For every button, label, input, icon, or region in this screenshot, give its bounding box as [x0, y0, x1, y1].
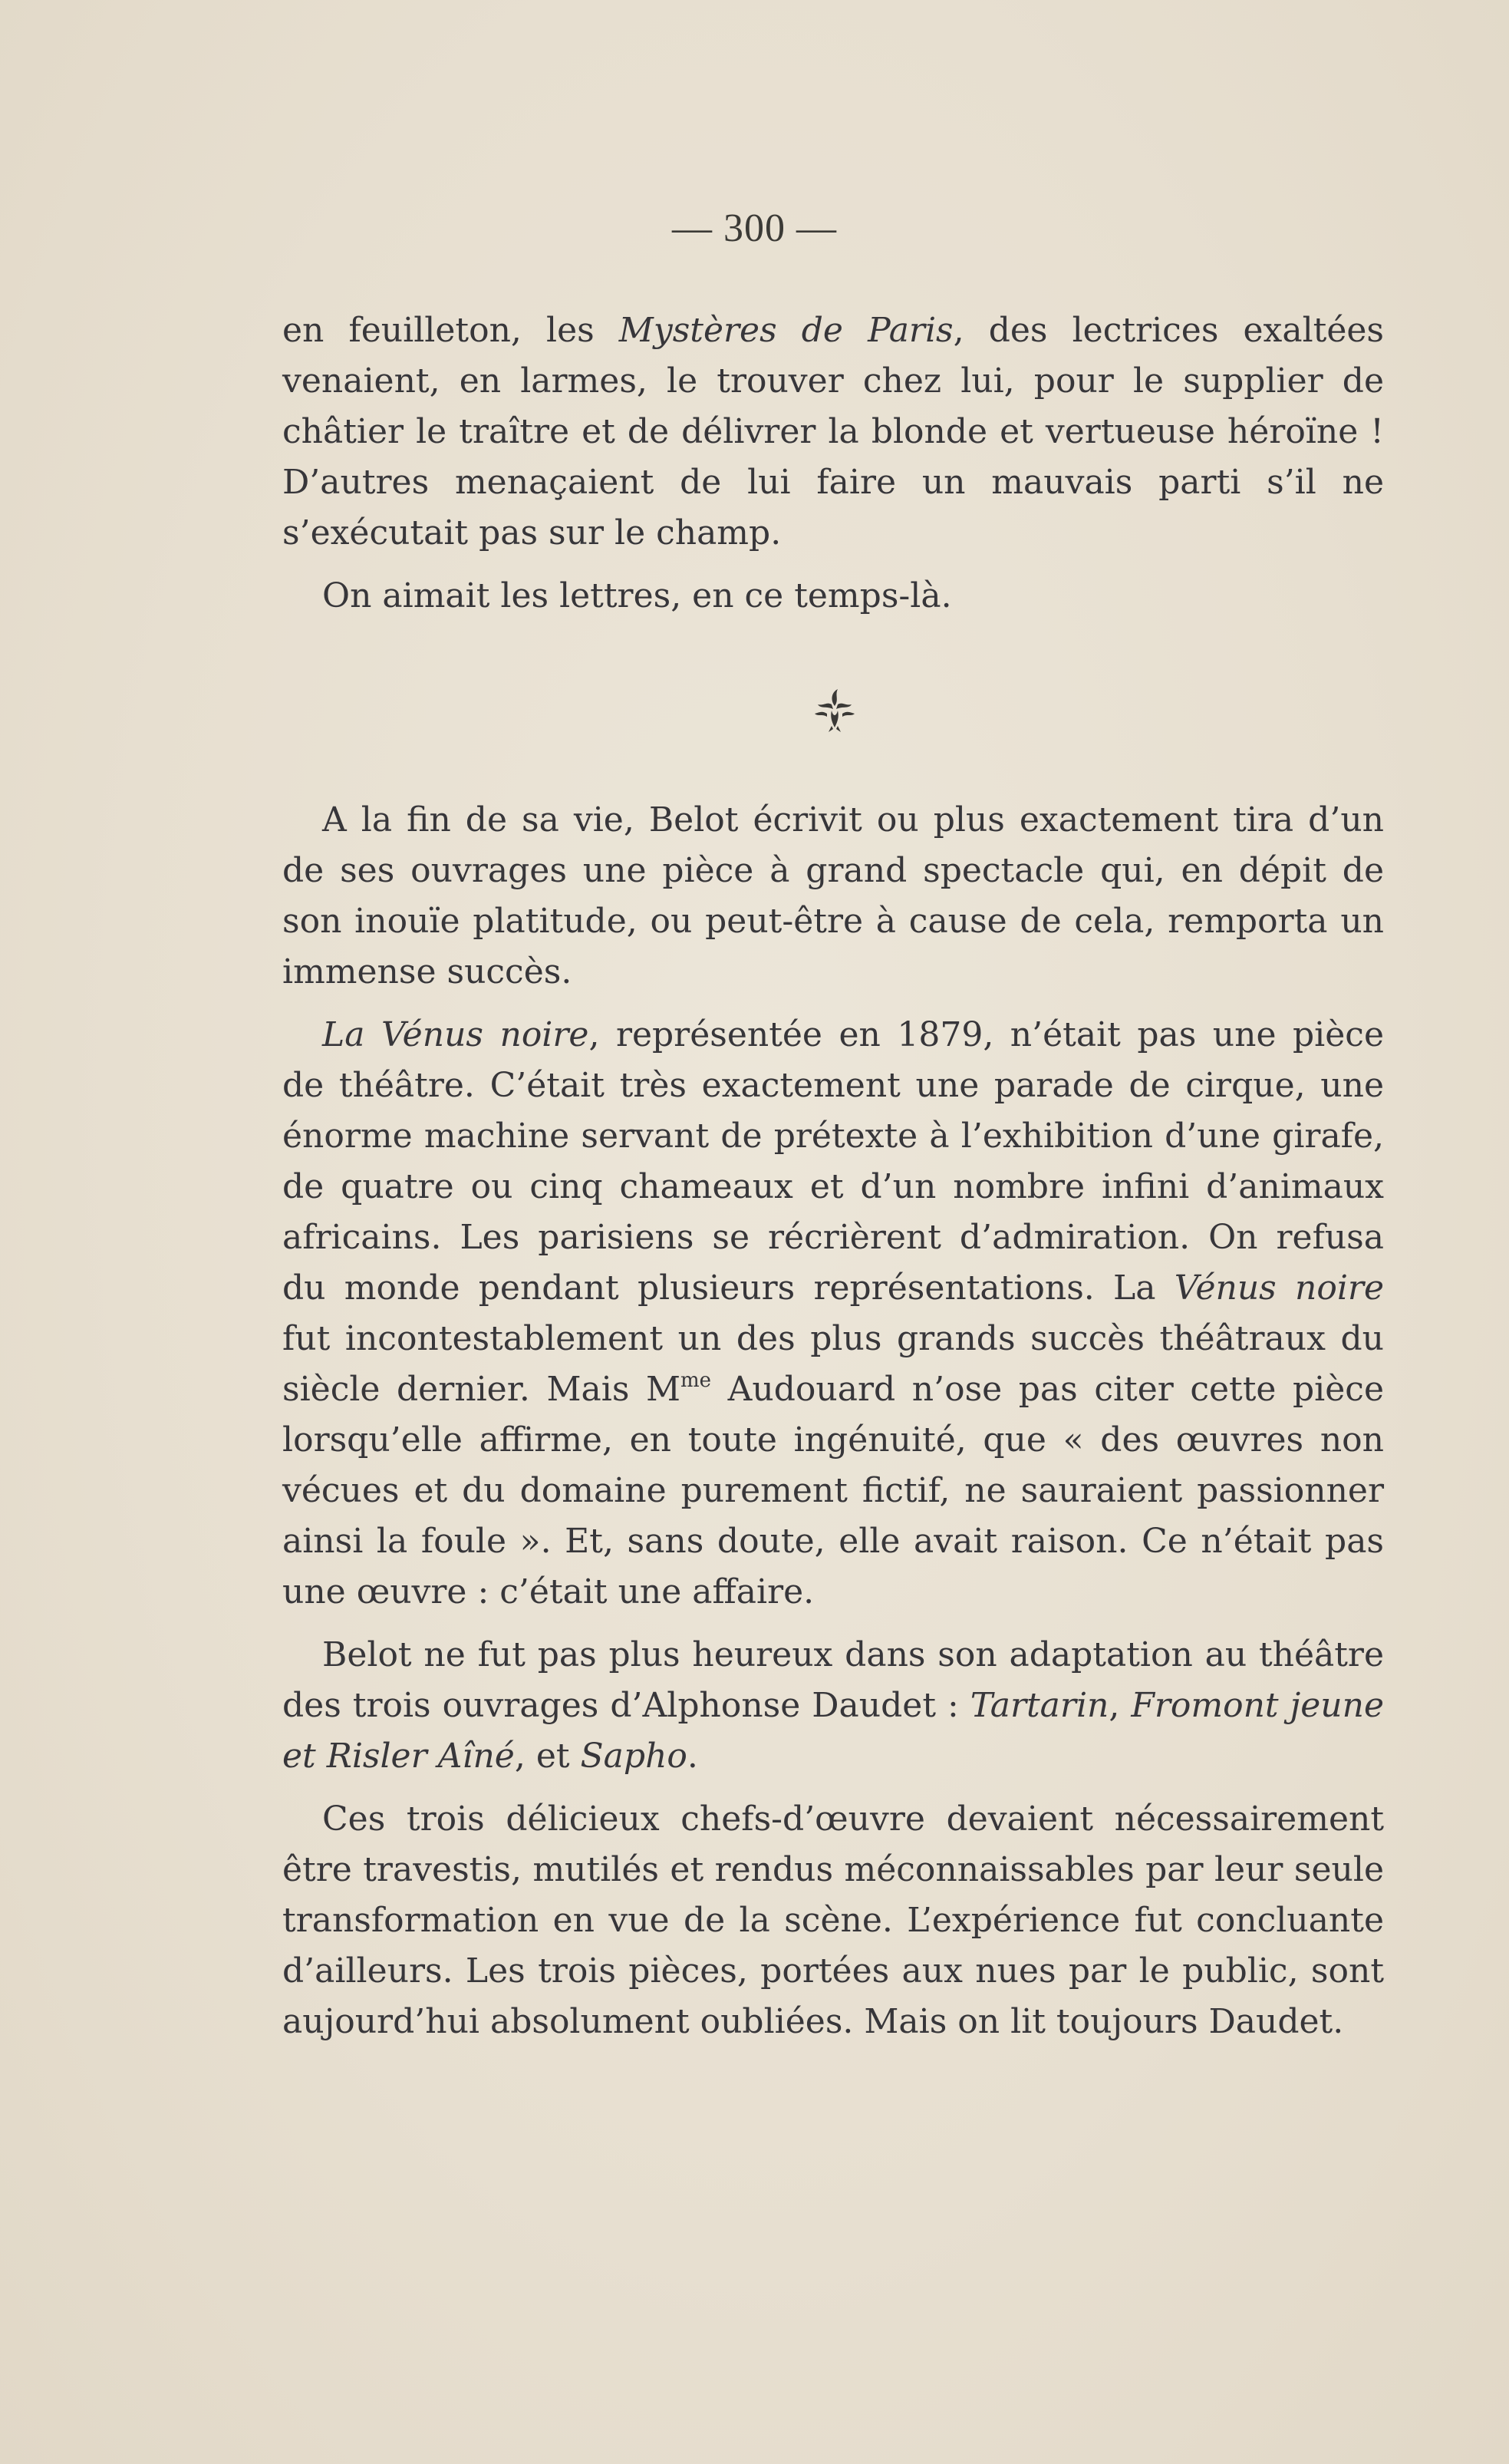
paragraph	[282, 1630, 1384, 1782]
paragraph: Ces trois délicieux chefs-d’œuvre devaient nécessairement être travestis, mutilés et rendus méconnaissables par leur seule transformation en vue de la scène. L’expérience fut concluante d’ailleurs. Les trois pièces, portées aux nues par le public, sont aujourd’hui absolument oubliées. Mais on lit toujours Daudet.	[282, 1799, 1384, 2041]
page-number: — 300 —	[672, 206, 837, 250]
text-run: fut incontestablement un des plus grands succès théâtraux du siècle dernier. Mais M	[282, 1319, 1384, 1409]
italic-title: Sapho	[580, 1737, 687, 1776]
text-section-2	[282, 795, 1384, 2047]
text-run: Belot ne fut pas plus heureux dans son adaptation au théâtre des trois ouvrages d’Alphonse Daudet :	[282, 1635, 1384, 1725]
paragraph: On aimait les lettres, en ce temps-là.	[322, 576, 952, 615]
italic-title: Mystères de Paris	[618, 311, 954, 350]
italic-title: Fromont jeune et Risler Aîné	[282, 1686, 1384, 1776]
text-run: en feuilleton, les	[282, 311, 619, 350]
paragraph	[282, 305, 1384, 559]
fleuron-icon	[804, 683, 865, 737]
paragraph: A la fin de sa vie, Belot écrivit ou plus exactement tira d’un de ses ouvrages une pièce à grand spectacle qui, en dépit de son inouïe platitude, ou peut-être à cause de cela, remporta un immense succès.	[282, 800, 1384, 991]
text-run: , représentée en 1879, n’était pas une pièce de théâtre. C’était très exactement une parade de cirque, une énorme machine servant de prétexte à l’exhibition d’une girafe, de quatre ou cinq chameaux et d’un nombre infini d’animaux africains. Les parisiens se récrièrent d’admiration. On refusa du monde pendant plusieurs représentations. La	[282, 1015, 1384, 1308]
italic-title: Vénus noire	[1174, 1268, 1384, 1308]
text-section-1	[282, 305, 1384, 622]
text-run: ,	[1109, 1686, 1132, 1725]
superscript: me	[680, 1369, 712, 1392]
text-run: , des lectrices exaltées venaient, en larmes, le trouver chez lui, pour le supplier de châtier le traître et de délivrer la blonde et vertueuse héroïne ! D’autres menaçaient de lui faire un mauvais parti s’il ne s’exécutait pas sur le champ.	[282, 311, 1385, 553]
italic-title: La Vénus noire	[322, 1015, 589, 1054]
text-run: , et	[514, 1737, 581, 1776]
italic-title: Tartarin	[970, 1686, 1109, 1725]
text-run: .	[687, 1737, 698, 1776]
text-run: Audouard n’ose pas citer cette pièce lorsqu’elle affirme, en toute ingénuité, que « des œuvres non vécues et du domaine purement fictif, ne sauraient passionner ainsi la foule ». Et, sans doute, elle avait raison. Ce n’était pas une œuvre : c’était une affaire.	[282, 1370, 1384, 1611]
paragraph	[282, 1010, 1384, 1618]
